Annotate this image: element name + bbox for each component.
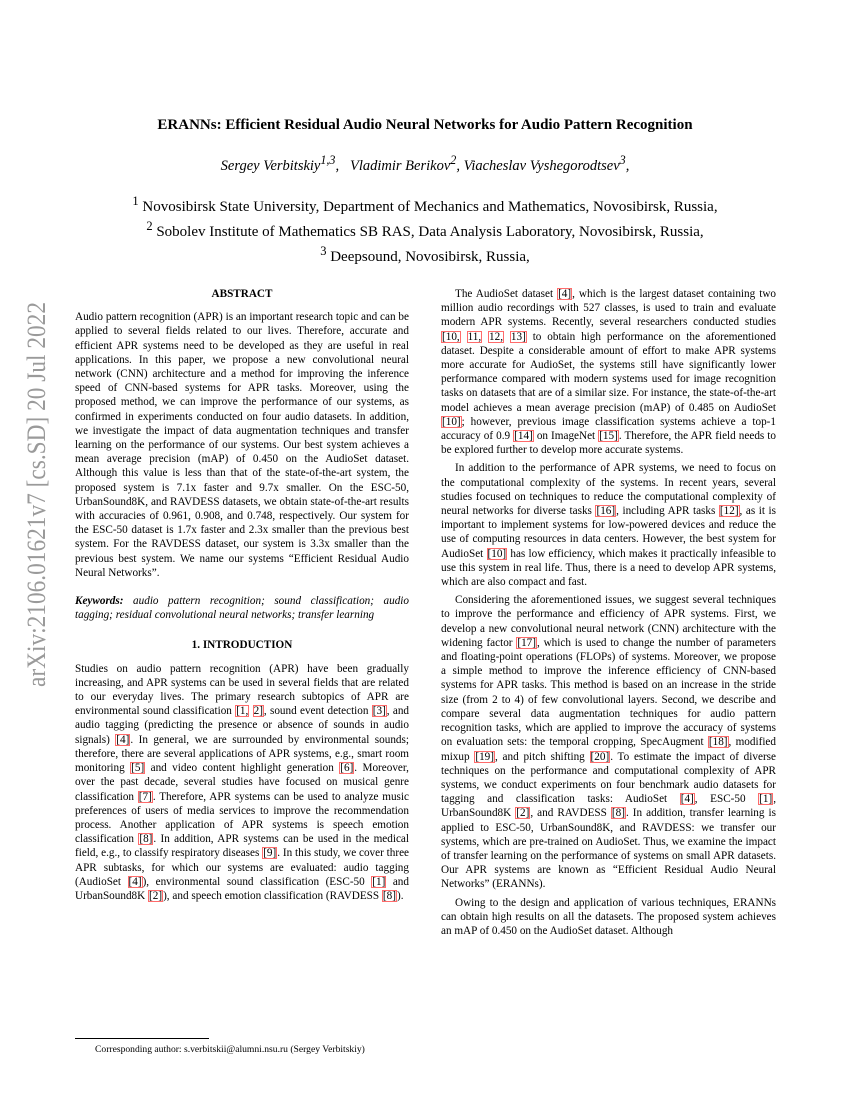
citation-link[interactable]: [12]: [719, 505, 739, 518]
citation-link[interactable]: [5]: [131, 762, 145, 775]
citation-link[interactable]: [9]: [263, 847, 277, 860]
affiliation: [0, 217, 850, 242]
paragraph-text: , which is used to change the number of parameters and floating-point operations (FLOPs) of systems. Moreover, we propose a simple method to improve the inference efficiency of CNN-based systems for APR tasks. This method is based on an increase in the stride size (from 2 to 4) of few convolutional layers. Second, we describe and compare several data augmentation techniques for audio pattern recognition tasks, which are applied to improve the accuracy of systems on evaluation sets: the temporal cropping, SpecAugment: [441, 636, 776, 749]
citation-link[interactable]: 11,: [467, 330, 482, 343]
citation-link[interactable]: [16]: [596, 505, 616, 518]
intro-paragraph: [441, 593, 776, 891]
affiliation-mark: 1: [132, 194, 139, 208]
paragraph-text: , UrbanSound8K: [441, 793, 776, 820]
paragraph-text: , which is the largest dataset containing two million audio recordings with 527 classes, is used to train and evaluate modern APR systems. Recently, several researchers conducted studies: [441, 288, 777, 329]
paragraph-text: In addition to the performance of APR systems, we need to focus on the computational complexity of the systems. In recent years, several studies focused on techniques to reduce the computational complexity of neural networks for diverse tasks: [441, 462, 776, 518]
affiliation: [0, 192, 850, 217]
intro-paragraph: [441, 461, 776, 589]
intro-paragraph: [75, 662, 409, 903]
affiliation-text: Sobolev Institute of Mathematics SB RAS, Data Analysis Laboratory, Novosibirsk, Russia,: [156, 224, 704, 240]
paragraph-text: ; however, previous image classification systems achieve a top-1 accuracy of 0.9: [441, 415, 776, 443]
paragraph-text: has low efficiency, which makes it practically infeasible to use this system in real life. Thus, there is a need to develop APR systems, which are also compact and fast.: [441, 547, 776, 589]
citation-link[interactable]: [20]: [590, 750, 610, 763]
paragraph-text: [461, 331, 467, 343]
affiliation: [0, 242, 850, 267]
paragraph-text: and video content highlight generation: [145, 762, 340, 775]
paragraph-text: , ESC-50: [694, 793, 759, 806]
arxiv-stamp-graphic: [18, 302, 54, 687]
paragraph-text: . In addition, APR systems can be used in the medical field, e.g., to classify respiratory diseases: [75, 833, 409, 860]
author-name: Sergey Verbitskiy: [220, 157, 321, 174]
citation-link[interactable]: [4]: [680, 793, 694, 806]
affiliation-text: Novosibirsk State University, Department of Mechanics and Mathematics, Novosibirsk, Russia,: [142, 199, 718, 215]
footnote-rule: [75, 1038, 209, 1039]
paragraph-text: . In addition, transfer learning is applied to ESC-50, UrbanSound8K, and RAVDESS: we transfer our systems, which are pre-trained on AudioSet. Thus, we examine the impact of transfer learning on the performance of systems on small APR datasets. Our APR systems are known as “Efficient Residual Audio Neural Networks” (ERANNs).: [441, 807, 776, 891]
citation-link[interactable]: [3]: [372, 705, 386, 718]
author-name: Vladimir Berikov: [349, 157, 451, 174]
affiliation-text: Deepsound, Novosibirsk, Russia,: [330, 249, 530, 265]
citation-link[interactable]: [8]: [611, 807, 625, 820]
affiliation-list: [0, 192, 850, 267]
citation-link[interactable]: 13]: [510, 330, 526, 343]
citation-link[interactable]: [8]: [382, 889, 396, 902]
citation-link[interactable]: [10,: [442, 330, 460, 343]
paragraph-text: . In this study, we cover three APR subtasks, for which our systems are evaluated: audio tagging (AudioSet: [75, 847, 410, 888]
footnote: [75, 1038, 409, 1056]
right-column: [441, 287, 776, 938]
abstract-body: Audio pattern recognition (APR) is an important research topic and can be applied to several fields related to our lives. Therefore, accurate and efficient APR systems need to be developed as they are useful in real applications. In this paper, we propose a new convolutional neural network (CNN) architecture and a method for improving the inference speed of CNN-based systems for APR tasks. Moreover, using the proposed method, we can improve the performance of our systems, as confirmed in experiments conducted on four audio datasets. In addition, we investigate the impact of data augmentation techniques and transfer learning on the performance of our systems. Our best system achieves a mean average precision (mAP) of 0.450 on the AudioSet dataset. Although this value is less than that of the state-of-the-art system, the proposed system is 7.1x faster and 9.7x smaller. On the ESC-50, UrbanSound8K, and RAVDESS datasets, we obtain state-of-the-art results with accuracies of 0.961, 0.908, and 0.748, respectively. Our system for the ESC-50 dataset is 1.7x faster and 2.3x smaller than the previous best system. For the RAVDESS dataset, our system is 3.3x smaller than the previous best system. We name our systems “Efficient Residual Audio Neural Networks”.: [75, 311, 409, 579]
paragraph-text: , sound event detection: [263, 705, 372, 718]
citation-link[interactable]: [7]: [138, 790, 152, 803]
paragraph-text: , and RAVDESS: [530, 807, 611, 820]
paragraph-text: The AudioSet dataset: [455, 288, 558, 300]
affiliation-mark: 3: [320, 244, 327, 258]
citation-link[interactable]: [14]: [514, 430, 533, 443]
abstract-heading: ABSTRACT: [211, 288, 273, 300]
author-list: Sergey Verbitskiy$^{1,3}$, Vladimir Berikov$^2$, Viacheslav Vyshegorodtsev$^3$,: [220, 153, 630, 174]
citation-link[interactable]: [2]: [516, 807, 530, 820]
section-heading-introduction: 1. INTRODUCTION: [191, 639, 293, 652]
paragraph-text: on ImageNet: [533, 430, 599, 443]
author-affiliation-mark: 2: [450, 153, 457, 167]
paragraph-text: ), and speech emotion classification (RAVDESS: [163, 889, 382, 902]
author-affiliation-mark: 1,3: [320, 153, 336, 167]
paragraph-text: . Therefore, the APR field needs to be explored further to develop more accurate systems.: [441, 430, 776, 457]
footnote-text: Corresponding author: s.verbitskii@alumni.nsu.ru (Sergey Verbitskiy): [95, 1044, 365, 1055]
author-affiliation-mark: 3: [619, 153, 626, 167]
paragraph-text: , as it is important to implement systems for low-powered devices and reduce the use of computing resources in data centers. However, the best system for AudioSet: [441, 505, 777, 560]
citation-link[interactable]: [1,: [236, 705, 249, 718]
citation-link[interactable]: [17]: [517, 636, 536, 649]
citation-link[interactable]: 2]: [253, 705, 263, 718]
citation-link[interactable]: [10]: [442, 415, 461, 428]
paragraph-text: Owing to the design and application of various techniques, ERANNs can obtain high results on all the datasets. The proposed system achieves an mAP of 0.450 on the AudioSet dataset. Although: [441, 896, 776, 937]
citation-link[interactable]: [1]: [759, 793, 773, 806]
paragraph-text: , modified mixup: [441, 736, 776, 763]
paragraph-text: to obtain high performance on the aforementioned dataset. Despite a considerable amount of effort to make APR systems more accurate for AudioSet, the systems still have significantly lower performance compared with modern systems used for image recognition tasks on datasets that are of a similar size. For instance, the state-of-the-art model achieves a mean average precision (mAP) of 0.485 on AudioSet: [441, 330, 777, 414]
paragraph-text: . In general, we are surrounded by environmental sounds; therefore, there are several applications of APR systems, e.g., smart room monitoring: [75, 733, 409, 775]
citation-link[interactable]: [19]: [475, 750, 494, 763]
paragraph-text: Studies on audio pattern recognition (APR) have been gradually increasing, and APR systems can be used in several fields that are related to our everyday lives. The primary research subtopics of APR are environmental sound classification: [75, 662, 409, 718]
paragraph-text: . Therefore, APR systems can be used to analyze music preferences of users of media services to improve the recommendation process. Another application of APR systems is speech emotion classification: [75, 790, 409, 846]
paragraph-text: , and audio tagging (predicting the presence or absence of sounds in audio signals): [75, 705, 410, 746]
affiliation-mark: 2: [146, 219, 153, 233]
paragraph-text: Considering the aforementioned issues, we suggest several techniques to improve the performance and efficiency of APR systems. First, we develop a new convolutional neural network (CNN) architecture with the widening factor: [441, 594, 776, 649]
citation-link[interactable]: [4]: [116, 733, 130, 746]
citation-link[interactable]: [10]: [487, 547, 507, 560]
paragraph-text: , including APR tasks: [616, 505, 719, 518]
paragraph-text: . To estimate the impact of diverse techniques on the performance and computational complexity of APR systems, we conduct experiments on four benchmark audio datasets for tagging and classification tasks: AudioSet: [441, 750, 776, 806]
paragraph-text: . Moreover, over the past decade, several studies have focused on musical genre classification: [75, 762, 409, 803]
paragraph-text: ).: [396, 889, 404, 902]
citation-link[interactable]: [4]: [558, 288, 572, 300]
citation-link[interactable]: [4]: [128, 875, 142, 888]
citation-link[interactable]: [6]: [340, 762, 354, 775]
citation-link[interactable]: 12,: [489, 330, 504, 343]
citation-link[interactable]: [18]: [708, 736, 728, 749]
paragraph-text: and UrbanSound8K: [75, 875, 409, 902]
arxiv-stamp-text: arXiv:2106.01621v7 [cs.SD] 20 Jul 2022: [21, 302, 51, 687]
citation-link[interactable]: [2]: [149, 889, 163, 902]
keywords: [75, 594, 409, 622]
paragraph-text: ), environmental sound classification (ESC-50: [142, 875, 372, 888]
citation-link[interactable]: [1]: [372, 875, 386, 888]
arxiv-stamp: [18, 302, 54, 687]
citation-link[interactable]: [15]: [599, 430, 618, 443]
paragraph-text: , and pitch shifting: [495, 750, 590, 763]
paper-title: ERANNs: Efficient Residual Audio Neural Networks for Audio Pattern Recognition: [157, 117, 693, 133]
citation-link[interactable]: [8]: [139, 833, 153, 846]
author-name: Viacheslav Vyshegorodtsev: [463, 157, 620, 174]
intro-paragraph: [441, 287, 776, 457]
intro-paragraph: [441, 896, 776, 939]
keywords-text: audio pattern recognition; sound classification; audio tagging; residual convolutional neural networks; transfer learning: [75, 595, 410, 622]
left-column: [75, 287, 409, 903]
keywords-label: Keywords:: [75, 595, 124, 608]
